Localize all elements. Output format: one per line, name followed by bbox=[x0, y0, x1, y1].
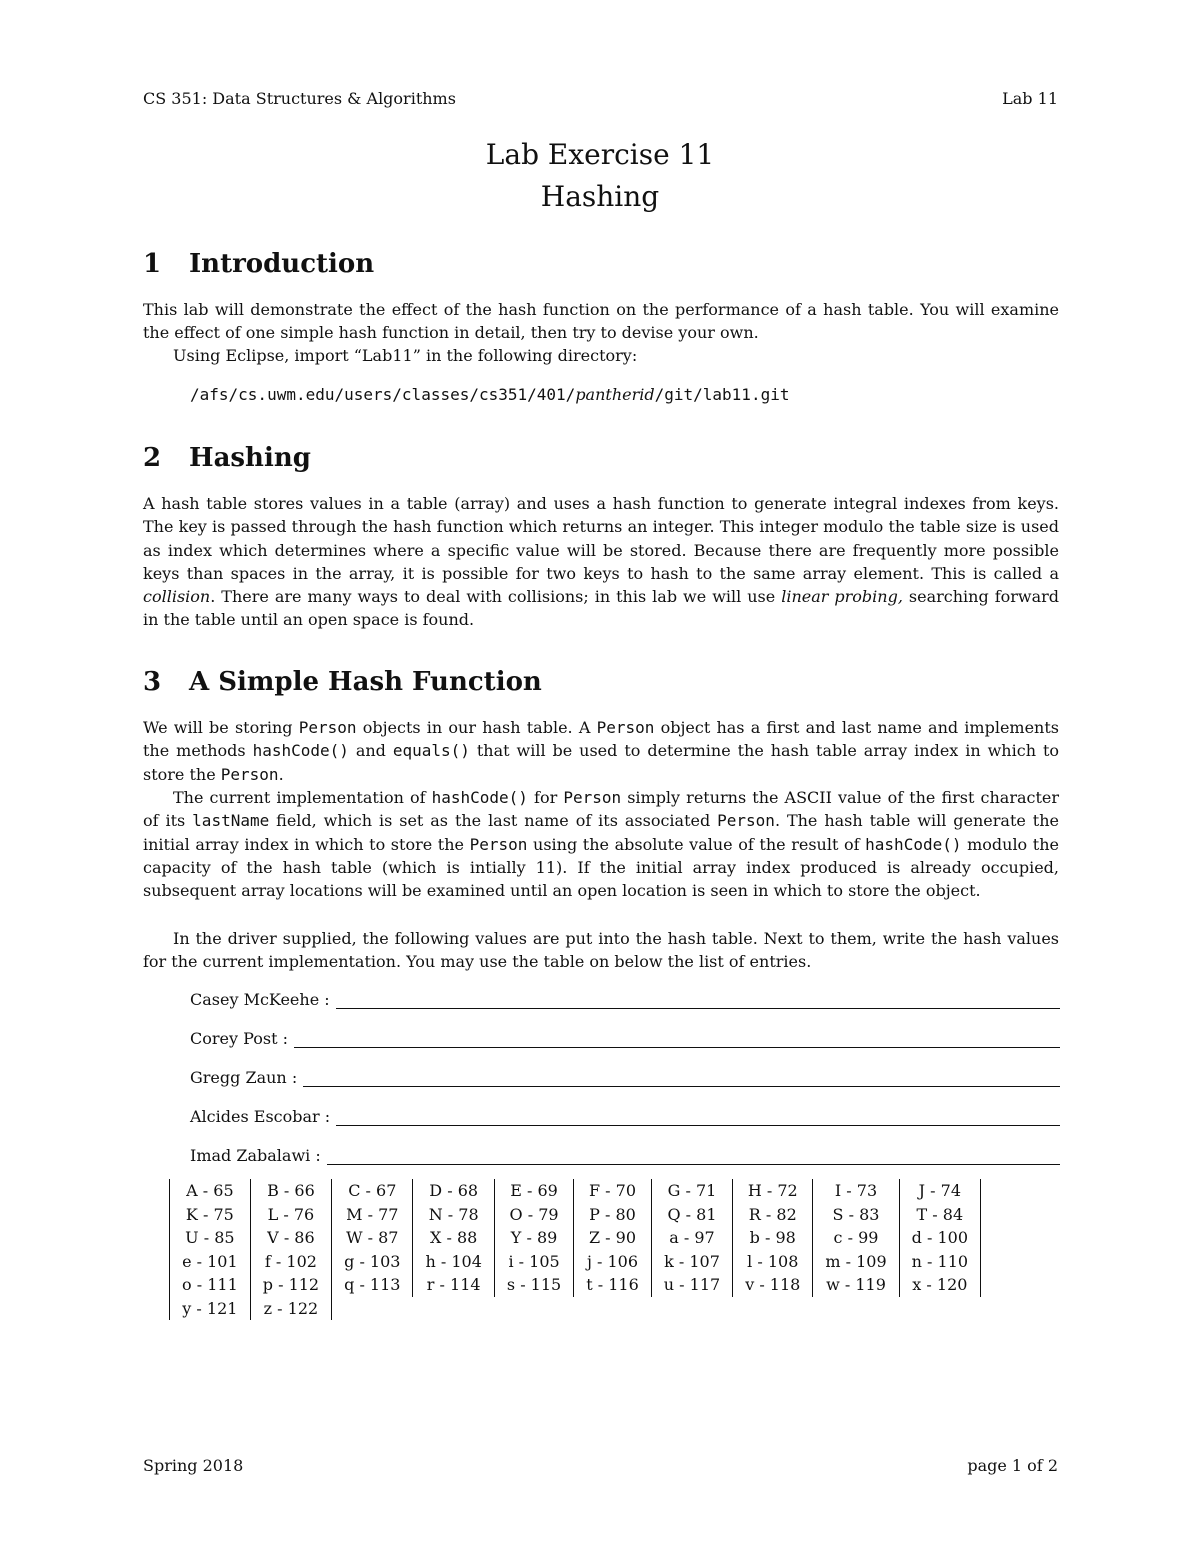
entry-label: Imad Zabalawi : bbox=[190, 1146, 321, 1165]
doc-subtitle: Hashing bbox=[540, 180, 660, 213]
table-cell: N - 78 bbox=[413, 1203, 494, 1227]
intro-paragraph: This lab will demonstrate the effect of the hash function on the performance of a hash table. You will examine the effect of one simple hash function in detail, then try to devise your own. bbox=[143, 300, 1059, 343]
entry-row bbox=[190, 990, 1060, 1009]
running-header-course: CS 351: Data Structures & Algorithms bbox=[143, 89, 456, 108]
table-cell: m - 109 bbox=[813, 1250, 899, 1274]
table-cell: h - 104 bbox=[413, 1250, 494, 1274]
table-cell: g - 103 bbox=[332, 1250, 413, 1274]
table-cell: V - 86 bbox=[250, 1226, 331, 1250]
table-cell: o - 111 bbox=[170, 1273, 251, 1297]
table-cell: w - 119 bbox=[813, 1273, 899, 1297]
table-row bbox=[170, 1273, 981, 1297]
table-cell: b - 98 bbox=[733, 1226, 813, 1250]
table-cell: K - 75 bbox=[170, 1203, 251, 1227]
table-cell: Y - 89 bbox=[494, 1226, 573, 1250]
table-cell: Z - 90 bbox=[574, 1226, 652, 1250]
table-cell: u - 117 bbox=[651, 1273, 732, 1297]
table-cell: T - 84 bbox=[899, 1203, 980, 1227]
answer-blank[interactable] bbox=[336, 994, 1060, 1009]
section-title: A Simple Hash Function bbox=[189, 667, 542, 697]
table-cell: d - 100 bbox=[899, 1226, 980, 1250]
table-cell: Q - 81 bbox=[651, 1203, 732, 1227]
doc-title: Lab Exercise 11 bbox=[485, 138, 715, 171]
section-heading-introduction bbox=[143, 249, 374, 279]
table-cell: W - 87 bbox=[332, 1226, 413, 1250]
entry-label: Alcides Escobar : bbox=[190, 1107, 331, 1126]
table-cell: A - 65 bbox=[170, 1179, 251, 1203]
table-cell: j - 106 bbox=[574, 1250, 652, 1274]
table-cell: J - 74 bbox=[899, 1179, 980, 1203]
table-cell: B - 66 bbox=[250, 1179, 331, 1203]
table-row bbox=[170, 1250, 981, 1274]
entry-row bbox=[190, 1068, 1060, 1087]
table-cell: L - 76 bbox=[250, 1203, 331, 1227]
table-cell: l - 108 bbox=[733, 1250, 813, 1274]
table-cell: x - 120 bbox=[899, 1273, 980, 1297]
table-cell: f - 102 bbox=[250, 1250, 331, 1274]
table-cell: e - 101 bbox=[170, 1250, 251, 1274]
table-cell: X - 88 bbox=[413, 1226, 494, 1250]
table-cell: U - 85 bbox=[170, 1226, 251, 1250]
ascii-value-table bbox=[169, 1179, 981, 1320]
table-cell: D - 68 bbox=[413, 1179, 494, 1203]
section-heading-hashing bbox=[143, 443, 311, 473]
table-row bbox=[170, 1297, 981, 1321]
table-cell: n - 110 bbox=[899, 1250, 980, 1274]
entry-row bbox=[190, 1146, 1060, 1165]
table-cell: M - 77 bbox=[332, 1203, 413, 1227]
answer-blank[interactable] bbox=[294, 1033, 1060, 1048]
table-cell: i - 105 bbox=[494, 1250, 573, 1274]
entry-label: Gregg Zaun : bbox=[190, 1068, 298, 1087]
table-cell: s - 115 bbox=[494, 1273, 573, 1297]
table-cell: z - 122 bbox=[250, 1297, 331, 1321]
table-cell: O - 79 bbox=[494, 1203, 573, 1227]
table-cell: G - 71 bbox=[651, 1179, 732, 1203]
answer-blank[interactable] bbox=[303, 1072, 1060, 1087]
table-cell: c - 99 bbox=[813, 1226, 899, 1250]
table-cell: y - 121 bbox=[170, 1297, 251, 1321]
table-cell: S - 83 bbox=[813, 1203, 899, 1227]
simple-hash-paragraph-2: The current implementation of hashCode() for Person simply returns the ASCII value of the first character of its lastName field, which is set as the last name of its associated Person. The hash table will generate the initial array index in which to store the Person using the absolute value of the result of hashCode() modulo the capacity of the hash table (which is intially 11). If the initial array index produced is already occupied, subsequent array locations will be examined until an open location is seen in which to store the object. bbox=[143, 788, 1060, 901]
table-cell: k - 107 bbox=[651, 1250, 732, 1274]
table-cell: r - 114 bbox=[413, 1273, 494, 1297]
table-cell: t - 116 bbox=[574, 1273, 652, 1297]
intro-eclipse-paragraph: Using Eclipse, import “Lab11” in the following directory: bbox=[173, 346, 638, 365]
table-cell: v - 118 bbox=[733, 1273, 813, 1297]
hashing-paragraph: A hash table stores values in a table (array) and uses a hash function to generate integral indexes from keys. The key is passed through the hash function which returns an integer. This integer modulo the table size is used as index which determines where a specific value will be stored. Because there are frequently more possible keys than spaces in the array, it is possible for two keys to hash to the same array element. This is called a collision. There are many ways to deal with collisions; in this lab we will use linear probing, searching forward in the table until an open space is found. bbox=[143, 494, 1060, 630]
running-header-lab: Lab 11 bbox=[1002, 89, 1058, 108]
table-cell: C - 67 bbox=[332, 1179, 413, 1203]
section-number: 3 bbox=[143, 667, 162, 697]
term-linear-probing: linear probing, bbox=[781, 587, 903, 607]
table-row bbox=[170, 1179, 981, 1203]
section-title: Introduction bbox=[189, 249, 375, 279]
section-number: 1 bbox=[143, 249, 162, 279]
table-cell: H - 72 bbox=[733, 1179, 813, 1203]
table-row bbox=[170, 1226, 981, 1250]
repo-path: /afs/cs.uwm.edu/users/classes/cs351/401/pantherid/git/lab11.git bbox=[190, 385, 790, 404]
path-variable: pantherid bbox=[575, 385, 655, 404]
entry-row bbox=[190, 1029, 1060, 1048]
entry-label: Corey Post : bbox=[190, 1029, 288, 1048]
table-cell: q - 113 bbox=[332, 1273, 413, 1297]
answer-blank[interactable] bbox=[327, 1150, 1060, 1165]
answer-blank[interactable] bbox=[336, 1111, 1060, 1126]
table-cell: p - 112 bbox=[250, 1273, 331, 1297]
term-collision: collision bbox=[143, 587, 211, 607]
table-cell: P - 80 bbox=[574, 1203, 652, 1227]
table-cell: E - 69 bbox=[494, 1179, 573, 1203]
entry-row bbox=[190, 1107, 1060, 1126]
table-cell: R - 82 bbox=[733, 1203, 813, 1227]
simple-hash-paragraph-1: We will be storing Person objects in our hash table. A Person object has a first and last name and implements the methods hashCode() and equals() that will be used to determine the hash table array index in which to store the Person. bbox=[143, 718, 1060, 784]
table-cell: F - 70 bbox=[574, 1179, 652, 1203]
section-number: 2 bbox=[143, 443, 162, 473]
table-cell: a - 97 bbox=[651, 1226, 732, 1250]
table-row bbox=[170, 1203, 981, 1227]
section-title: Hashing bbox=[189, 443, 311, 473]
project-name: “Lab11” bbox=[353, 346, 421, 365]
footer-page-number: page 1 of 2 bbox=[967, 1456, 1058, 1475]
table-cell: I - 73 bbox=[813, 1179, 899, 1203]
entry-label: Casey McKeehe : bbox=[190, 990, 330, 1009]
section-heading-simple-hash bbox=[143, 667, 542, 697]
simple-hash-paragraph-3: In the driver supplied, the following values are put into the hash table. Next to them, write the hash values for the current implementation. You may use the table on below the list of entries. bbox=[143, 929, 1059, 972]
footer-term: Spring 2018 bbox=[143, 1456, 244, 1475]
